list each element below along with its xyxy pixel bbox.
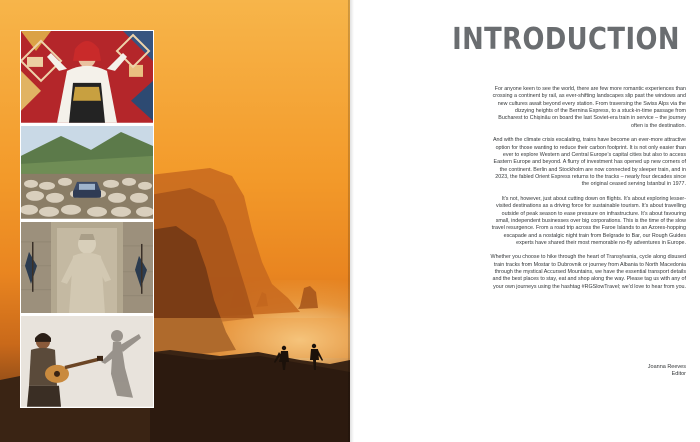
woman-in-traditional-dress-photo xyxy=(21,31,153,123)
paragraph-1: For anyone keen to see the world, there are few more romantic experiences than crossing a continent by rail, as ever-shifting landscapes slip past the windows and new cultures await beyond every station. From traversing the Swiss Alps via the dizzying heights of the Bernina Express, to a stuck-in-time passage from Bucharest to Chișinău on board the last Soviet-era train in service – the journey often is the destination. xyxy=(492,86,686,129)
photo-strip xyxy=(20,30,154,408)
introduction-body xyxy=(490,86,686,298)
editor-name: Joanna Reeves xyxy=(647,364,686,370)
editor-role: Editor xyxy=(671,371,686,378)
sheep-on-road-photo xyxy=(21,126,153,219)
editor-signature xyxy=(648,364,686,379)
guitarist-photo xyxy=(21,316,153,407)
stone-relief-statue-photo xyxy=(21,222,153,314)
page-gutter-shadow xyxy=(348,0,354,442)
paragraph-3: It’s not, however, just about cutting down on flights. It’s about exploring lesser-visited destinations as a driving force for sustainable tourism. It’s about travelling outside of peak season to ease pressure on infrastructure. It’s about favouring small, independent businesses over big corporations. This is the time of the slow travel resurgence. From a road trip across the Faroe Islands to an Azores-hopping escapade and a nostalgic night train from Belgrade to Bar, our Rough Guides experts have shared their most memorable no-fly adventures in Europe. xyxy=(491,195,686,246)
right-page-introduction xyxy=(350,0,700,442)
page-title: INTRODUCTION xyxy=(452,22,680,57)
paragraph-2: And with the climate crisis escalating, trains have become an ever-more attractive option for those wanting to reduce their carbon footprint. It is not only easier than ever to explore Western and Central Europe’s capital cities but also to access Eastern Europe and beyond. A flurry of investment has opened up new corners of the continent. Berlin and Stockholm are now connected by sleeper train, and in 2023, the fabled Orient Express returns to the tracks – nearly four decades since the original ceased serving Istanbul in 1977. xyxy=(492,137,686,188)
paragraph-4: Whether you choose to hike through the heart of Transylvania, cycle along disused train tracks from Mostar to Dubrovnik or journey from Albania to North Macedonia through the mystical Accursed Mountains, we have the essential transport details and the best places to stay, eat and shop along the way. Please tag us with any of your own journeys using the hashtag #RGSlowTravel; we’d love to hear from you. xyxy=(490,254,686,290)
